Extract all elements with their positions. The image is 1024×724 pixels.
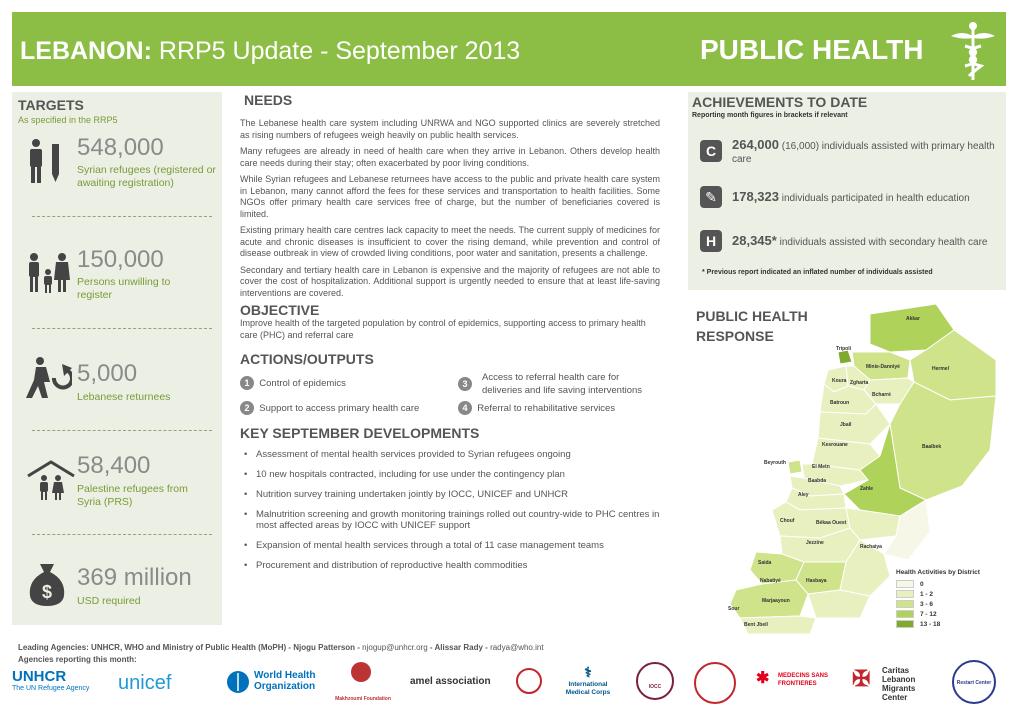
action-label: Access to referral health care for deliveries and life saving interventions xyxy=(482,372,643,396)
map-label: Aley xyxy=(798,492,809,498)
email-link[interactable]: njogup@unhcr.org xyxy=(362,643,428,652)
legend-row xyxy=(896,619,980,629)
unhcr-logo xyxy=(12,668,104,692)
email-link[interactable]: radya@who.int xyxy=(490,643,544,652)
target-label-returnees: Lebanese returnees xyxy=(77,391,171,403)
targets-heading: TARGETS xyxy=(18,97,84,113)
map-label: El Metn xyxy=(812,464,830,470)
legend-swatch xyxy=(896,600,914,608)
action-item xyxy=(240,376,346,390)
map-label: Batroun xyxy=(830,400,850,406)
action-number: 3 xyxy=(458,377,472,391)
achievement-label: individuals participated in health education xyxy=(779,193,970,204)
achievement-value: 178,323 xyxy=(732,189,779,204)
achievement-value: 28,345* xyxy=(732,233,777,248)
target-value-usd: 369 million xyxy=(77,564,192,591)
needs-paragraph: While Syrian refugees and Lebanese returnees have access to the public and private health care system in Lebanon, many cannot afford the fees for these services and transportation to health facilities. Some NGOs offer primary health care services free of charge, but the number of beneficiaries covered is limited. xyxy=(240,174,660,219)
legend-label: 7 - 12 xyxy=(920,610,937,618)
makhzoumi-emblem-icon xyxy=(351,662,371,682)
map-label: Zahle xyxy=(860,486,874,492)
map-label: Baabda xyxy=(808,478,827,484)
actions-list xyxy=(240,371,660,419)
shelter-family-icon xyxy=(26,460,76,500)
legend-row xyxy=(896,589,980,599)
map-label: Jbail xyxy=(840,422,852,428)
map-label: Jezzine xyxy=(806,540,824,546)
achievement-item xyxy=(732,138,1000,166)
map-label: Hermel xyxy=(932,366,949,372)
person-pen-icon xyxy=(26,138,66,186)
health-education-icon: ✎ xyxy=(700,186,722,208)
development-item: • Procurement and distribution of reproductive health commodities xyxy=(244,560,660,571)
development-item: • Nutrition survey training undertaken jointly by IOCC, UNICEF and UNHCR xyxy=(244,489,660,500)
family-icon xyxy=(26,252,70,294)
primary-care-icon: C xyxy=(700,140,722,162)
map-label: Saida xyxy=(758,560,772,566)
divider xyxy=(32,430,212,431)
needs-paragraph: Existing primary health care centres lack capacity to meet the needs. The current supply of medicines for acute and chronic diseases is insufficient to cover the rising demand, while prevention and control of disease outbreak in view of crowded living conditions, poor water and sanitation, presents a challenge. xyxy=(240,225,660,258)
map-heading-line2: RESPONSE xyxy=(696,328,774,344)
map-label: Bent Jbeil xyxy=(744,622,768,628)
achievement-item xyxy=(732,234,1000,249)
makhzoumi-logo-text: Makhzoumi Foundation xyxy=(335,696,391,702)
caritas-emblem-icon: ✠ xyxy=(852,666,871,691)
legend-label: 1 - 2 xyxy=(920,590,934,598)
target-value-syrian: 548,000 xyxy=(77,134,164,161)
achievements-footnote: * Previous report indicated an inflated number of individuals assisted xyxy=(702,269,933,276)
targets-note: As specified in the RRP5 xyxy=(18,115,118,125)
iocc-logo-text: IOCC xyxy=(648,684,662,690)
achievement-label: individuals assisted with primary health care xyxy=(732,141,995,165)
map-label: Kesrouane xyxy=(822,442,848,448)
action-item xyxy=(240,401,419,415)
target-label-usd: USD required xyxy=(77,595,141,607)
developments-list xyxy=(244,449,660,571)
achievements-panel xyxy=(688,92,1006,290)
legend-label: 3 - 6 xyxy=(920,600,934,608)
target-value-unwilling: 150,000 xyxy=(77,246,164,273)
target-label-prs: Palestine refugees from Syria (PRS) xyxy=(77,483,188,508)
map-label: Sour xyxy=(728,606,740,612)
target-value-prs: 58,400 xyxy=(77,452,151,479)
reporting-label: Agencies reporting this month: xyxy=(18,655,137,664)
achievements-note: Reporting month figures in brackets if relevant xyxy=(692,112,848,119)
imc-emblem-icon: ⚕ xyxy=(584,664,592,680)
msf-logo-text: MEDECINS SANS FRONTIERES xyxy=(778,673,829,687)
map-legend xyxy=(896,569,980,629)
amel-emblem-icon xyxy=(516,668,542,694)
legend-row xyxy=(896,579,980,589)
map-label: Beyrouth xyxy=(764,460,786,466)
action-number: 4 xyxy=(458,401,472,415)
imc-logo-text: International Medical Corps xyxy=(565,681,611,696)
map-label: Minie-Danniyé xyxy=(866,364,900,370)
action-label: Support to access primary health care xyxy=(259,403,420,414)
map-label: Zgharta xyxy=(850,380,869,386)
target-label-unwilling: Persons unwilling to register xyxy=(77,276,171,301)
development-item: • Assessment of mental health services provided to Syrian refugees ongoing xyxy=(244,449,660,460)
development-item: • 10 new hospitals contracted, including for use under the contingency plan xyxy=(244,469,660,480)
development-item: • Malnutrition screening and growth monitoring trainings rolled out country-wide to PHC centres in most affected areas by IOCC with UNICEF support xyxy=(244,509,660,531)
achievement-bracket: (16,000) xyxy=(779,141,820,152)
caduceus-icon xyxy=(947,20,999,82)
hospital-icon: H xyxy=(700,230,722,252)
msf-logo xyxy=(756,668,830,688)
divider xyxy=(32,534,212,535)
legend-swatch xyxy=(896,580,914,588)
map-label: Rachaiya xyxy=(860,544,882,550)
page-title xyxy=(20,37,520,66)
legend-label: 0 xyxy=(920,580,924,588)
map-label: Chouf xyxy=(780,518,795,524)
action-number: 2 xyxy=(240,401,254,415)
title-rest: RRP5 Update - September 2013 xyxy=(151,37,521,65)
achievement-value: 264,000 xyxy=(732,137,779,152)
needs-paragraph: The Lebanese health care system including UNRWA and NGO supported clinics are severely stretched as rising numbers of refugees weigh heavily on public health services. xyxy=(240,118,660,140)
legend-title: Health Activities by District xyxy=(896,569,980,576)
agencies-sep: - Alissar Rady - xyxy=(427,643,491,652)
map-label: Akkar xyxy=(906,316,920,322)
target-value-returnees: 5,000 xyxy=(77,360,138,387)
district-baalbek[interactable] xyxy=(890,382,996,500)
money-bag-icon xyxy=(26,562,68,608)
district-tripoli[interactable] xyxy=(838,350,852,364)
objective-heading: OBJECTIVE xyxy=(240,302,320,318)
caritas-logo-text: Caritas Lebanon Migrants Center xyxy=(882,666,916,702)
map-label: Baalbek xyxy=(922,444,942,450)
action-item xyxy=(458,371,658,397)
divider xyxy=(32,328,212,329)
needs-paragraph: Secondary and tertiary health care in Lebanon is expensive and the majority of refugees are not able to cover the cost of hospitalization. Additional support is urgently needed to ensure that at least life-saving interventions are covered. xyxy=(240,264,660,298)
map-label: Békaa Ouest xyxy=(816,520,847,526)
action-item xyxy=(458,401,615,415)
achievement-label: individuals assisted with secondary health care xyxy=(776,237,988,248)
iocc-logo xyxy=(636,662,674,700)
who-emblem-icon xyxy=(226,670,250,694)
agencies-label: Leading Agencies: UNHCR, WHO and Ministry of Public Health (MoPH) - Njogu Patterson - xyxy=(18,643,363,652)
district-beyrouth[interactable] xyxy=(788,460,802,474)
legend-swatch xyxy=(896,610,914,618)
msf-emblem-icon: ✱ xyxy=(756,670,770,687)
amel-logo: amel association xyxy=(410,676,491,687)
map-label: Marjaayoun xyxy=(762,598,790,604)
unhcr-logo-text: UNHCR xyxy=(12,668,67,685)
legend-swatch xyxy=(896,590,914,598)
partner-seal-icon xyxy=(694,662,736,704)
country-name: LEBANON: xyxy=(20,37,152,65)
targets-panel xyxy=(12,92,222,625)
header-banner xyxy=(12,12,1006,86)
map-label: Nabatiyé xyxy=(760,578,781,584)
restart-logo-text: Restart Center xyxy=(956,680,992,686)
achievements-heading: ACHIEVEMENTS TO DATE xyxy=(692,94,868,110)
actions-heading: ACTIONS/OUTPUTS xyxy=(240,351,374,367)
development-item: • Expansion of mental health services through a total of 11 case management teams xyxy=(244,540,660,551)
legend-row xyxy=(896,599,980,609)
returnee-icon xyxy=(26,356,72,400)
action-label: Control of epidemics xyxy=(259,378,346,389)
restart-logo xyxy=(952,660,996,704)
unhcr-logo-sub: The UN Refugee Agency xyxy=(12,685,90,692)
imc-logo xyxy=(558,664,618,697)
map-label: Bcharré xyxy=(872,392,891,398)
who-logo-text: World Health Organization xyxy=(254,670,316,692)
objective-text: Improve health of the targeted population by control of epidemics, supporting access to primary health care (PHC) and referral care xyxy=(240,318,646,340)
action-label: Referral to rehabilitative services xyxy=(477,403,616,414)
svg-text:$: $ xyxy=(41,582,53,602)
map-label: Hasbaya xyxy=(806,578,827,584)
action-number: 1 xyxy=(240,376,254,390)
map-label: Koura xyxy=(832,378,847,384)
developments-heading: KEY SEPTEMBER DEVELOPMENTS xyxy=(240,425,480,441)
makhzoumi-logo xyxy=(335,662,391,702)
district-marjaayoun[interactable] xyxy=(808,590,870,618)
divider xyxy=(32,216,212,217)
map-label: Tripoli xyxy=(836,346,851,352)
needs-paragraph: Many refugees are already in need of health care when they arrive in Lebanon. Others develop health care needs during their stay; often exacerbated by poor living conditions. xyxy=(240,146,660,168)
map-heading-line1: PUBLIC HEALTH xyxy=(696,308,808,324)
needs-heading: NEEDS xyxy=(244,92,293,108)
legend-swatch xyxy=(896,620,914,628)
footer-agencies xyxy=(18,643,544,652)
legend-label: 13 - 18 xyxy=(920,620,941,628)
legend-row xyxy=(896,609,980,619)
target-label-syrian: Syrian refugees (registered or awaiting registration) xyxy=(77,164,216,189)
sector-title: PUBLIC HEALTH xyxy=(700,34,924,65)
middle-column xyxy=(240,92,660,580)
unicef-logo: unicef xyxy=(118,672,172,694)
achievement-item xyxy=(732,190,1000,205)
